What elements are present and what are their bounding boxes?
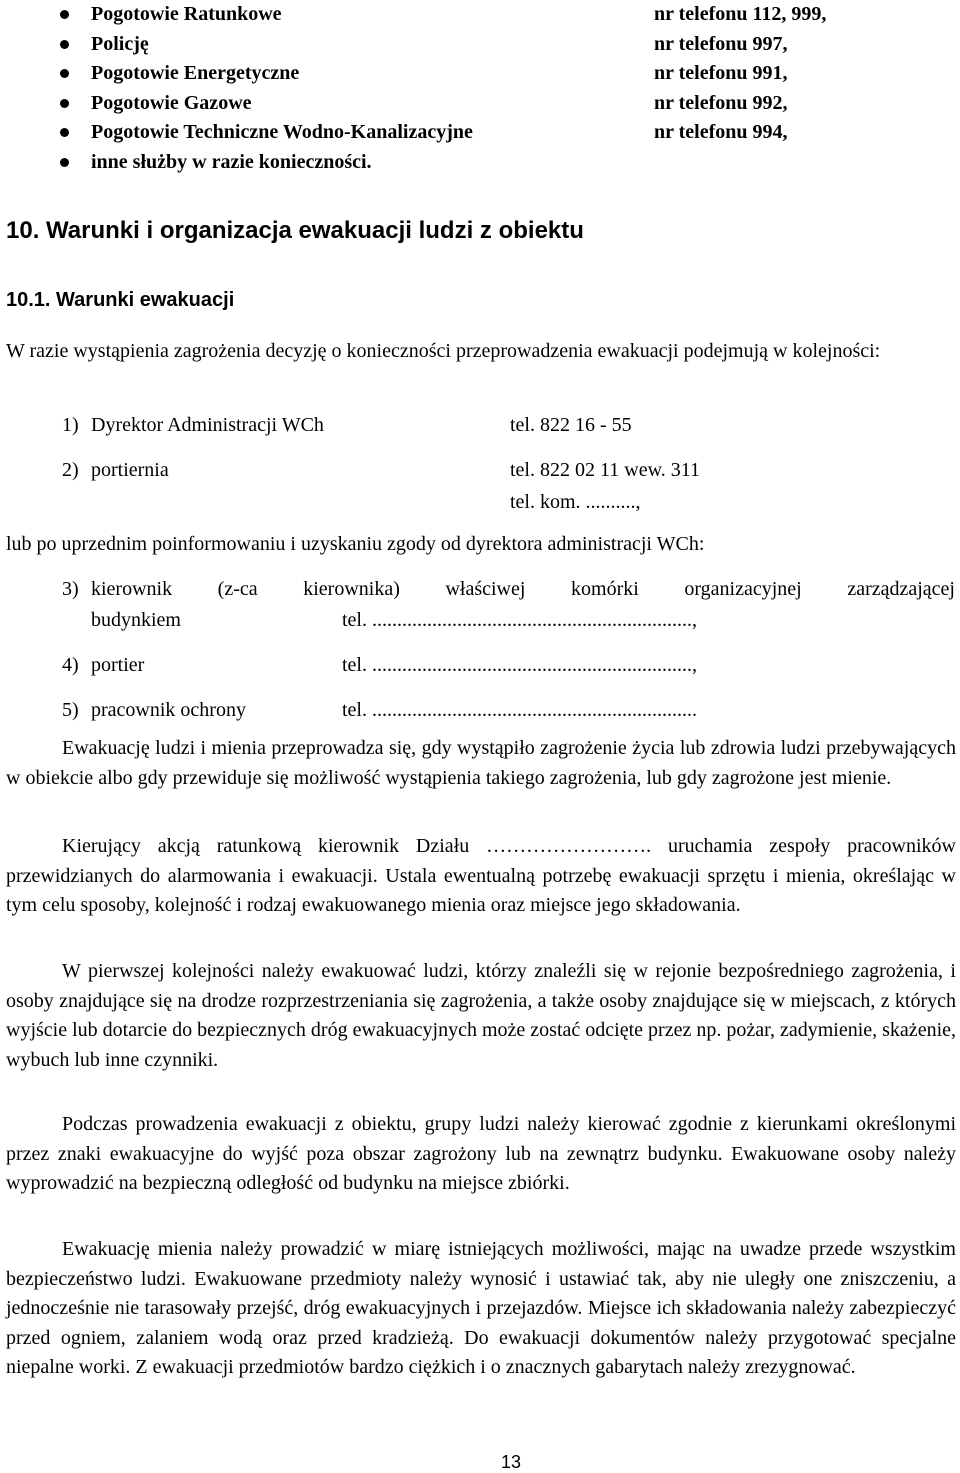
body-paragraph: W pierwszej kolejności należy ewakuować ludzi, którzy znaleźli się w rejonie bezpośredniego zagrożenia, i osoby znajdujące się na drodze rozprzestrzeniania się zagrożenia, a także osoby znajdujące się w miejscach, z których wyjście lub dotarcie do bezpiecznych dróg ewakuacyjnych może zostać odcięte przez np. pożar, zadymienie, skażenie, wybuch lub inne czynniki. <box>6 960 956 1071</box>
item-phone: tel. ................................................................, <box>342 654 697 676</box>
service-phone: nr telefonu 994, <box>654 121 788 144</box>
section-heading: 10. Warunki i organizacja ewakuacji ludzi z obiektu <box>6 217 584 244</box>
item-label-line: kierownik (z-ca kierownika) właściwej komórki organizacyjnej zarządzającej <box>91 578 955 600</box>
item-number: 5) <box>62 699 79 721</box>
item-label: Dyrektor Administracji WCh <box>91 414 324 436</box>
subsection-heading: 10.1. Warunki ewakuacji <box>6 289 235 311</box>
service-name: Policję <box>91 32 149 55</box>
item-number: 4) <box>62 654 79 676</box>
service-name: Pogotowie Techniczne Wodno-Kanalizacyjne <box>91 121 473 144</box>
item-mobile-phone: tel. kom. .........., <box>510 491 641 513</box>
fallback-intro: lub po uprzednim poinformowaniu i uzyskaniu zgody od dyrektora administracji WCh: <box>6 533 705 555</box>
intro-paragraph: W razie wystąpienia zagrożenia decyzję o konieczności przeprowadzenia ewakuacji podejmują w kolejności: <box>6 340 881 362</box>
bullet-icon <box>60 158 69 167</box>
item-number: 2) <box>62 459 79 481</box>
item-phone: tel. ................................................................, <box>342 609 697 631</box>
body-paragraph: Ewakuację ludzi i mienia przeprowadza się, gdy wystąpiło zagrożenie życia lub zdrowia ludzi przebywających w obiekcie albo gdy przewiduje się możliwość wystąpienia takiego zagrożenia, lub gdy zagrożone jest mienie. <box>6 737 956 789</box>
service-name: inne służby w razie konieczności. <box>91 150 372 173</box>
list-item <box>60 59 940 89</box>
item-label: portiernia <box>91 459 169 481</box>
item-phone: tel. 822 16 - 55 <box>510 414 632 436</box>
item-label: pracownik ochrony <box>91 699 246 721</box>
list-item <box>60 118 940 148</box>
service-name: Pogotowie Gazowe <box>91 91 252 114</box>
bullet-icon <box>60 99 69 108</box>
body-paragraph: Ewakuację mienia należy prowadzić w miarę istniejących możliwości, mając na uwadze przede wszystkim bezpieczeństwo ludzi. Ewakuowane przedmioty należy wynosić i ustawiać tak, aby nie uległy one zniszczeniu, a jednocześnie nie tarasowały przejść, dróg ewakuacyjnych i przejazdów. Miejsce ich składowania należy zabezpieczyć przed ogniem, zalaniem wodą oraz przed kradzieżą. Do ewakuacji dokumentów należy przygotować specjalne niepalne worki. Z ewakuacji przedmiotów bardzo ciężkich i o znacznych gabarytach należy zrezygnować. <box>6 1238 956 1379</box>
list-item <box>60 148 940 178</box>
list-item <box>60 89 940 119</box>
bullet-icon <box>60 10 69 19</box>
page-number: 13 <box>500 1452 522 1472</box>
item-number: 3) <box>62 578 79 600</box>
body-paragraph: Kierujący akcją ratunkową kierownik Działu ……………………. uruchamia zespoły pracowników przewidzianych do alarmowania i ewakuacji. Ustala ewentualną potrzebę ewakuacji sprzętu i mienia, określając w tym celu sposoby, kolejność i rodzaj ewakuowanego mienia oraz miejsce jego składowania. <box>6 835 956 917</box>
service-name: Pogotowie Energetyczne <box>91 62 300 85</box>
item-number: 1) <box>62 414 79 436</box>
service-phone: nr telefonu 992, <box>654 91 788 114</box>
item-label: portier <box>91 654 145 676</box>
body-paragraph: Podczas prowadzenia ewakuacji z obiektu, grupy ludzi należy kierować zgodnie z kierunkami określonymi przez znaki ewakuacyjne do wyjść poza obszar zagrożony lub na zewnątrz budynku. Ewakuowane osoby należy wyprowadzić na bezpieczną odległość od budynku na miejsce zbiórki. <box>6 1113 956 1195</box>
list-item <box>60 30 940 60</box>
list-item <box>60 0 940 30</box>
emergency-services-list <box>60 0 940 178</box>
bullet-icon <box>60 128 69 137</box>
bullet-icon <box>60 69 69 78</box>
item-label: budynkiem <box>91 609 181 631</box>
service-phone: nr telefonu 997, <box>654 32 788 55</box>
service-phone: nr telefonu 991, <box>654 62 788 85</box>
service-name: Pogotowie Ratunkowe <box>91 3 282 25</box>
bullet-icon <box>60 40 69 49</box>
item-phone: tel. 822 02 11 wew. 311 <box>510 459 700 481</box>
service-phone: nr telefonu 112, 999, <box>654 3 827 25</box>
item-phone: tel. ................................................................. <box>342 699 697 721</box>
